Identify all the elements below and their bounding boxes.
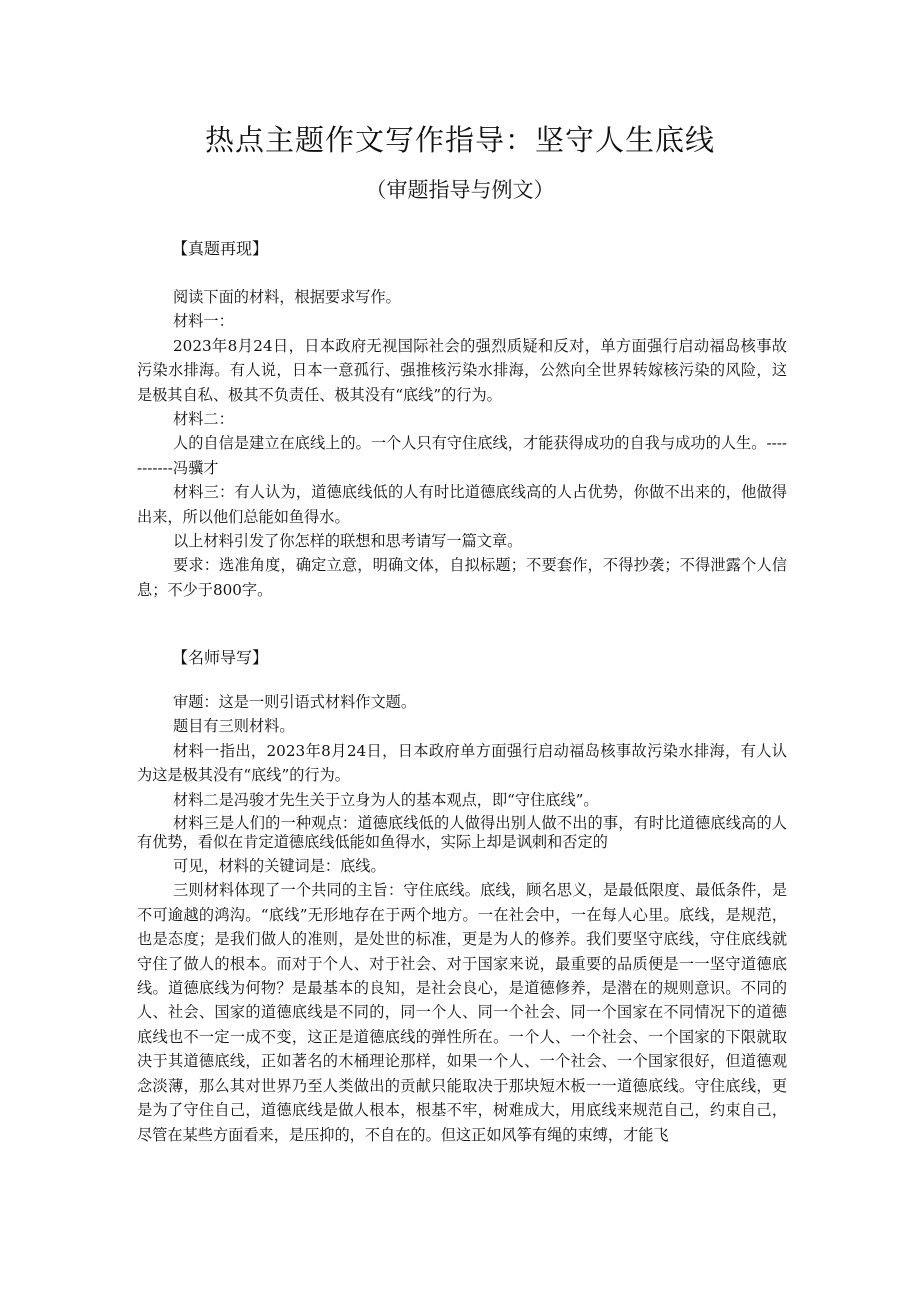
paragraph: 题目有三则材料。: [173, 717, 295, 736]
section-heading-teacher-guide: 【名师导写】: [172, 648, 269, 667]
paragraph: 阅读下面的材料，根据要求写作。: [173, 288, 401, 306]
paragraph: 材料二是冯骏才先生关于立身为人的基本观点，即“守住底线”。: [173, 790, 599, 809]
paragraph: 材料二：: [173, 410, 234, 429]
document-title: 热点主题作文写作指导：坚守人生底线: [204, 123, 715, 157]
section-body-real-question: [137, 285, 787, 602]
paragraph: 材料一指出，2023年8月24日，日本政府单方面强行启动福岛核事故污染水排海，有人认为这是极其没有“底线”的行为。: [137, 741, 787, 785]
paragraph: 审题：这是一则引语式材料作文题。: [173, 693, 416, 711]
section-body-teacher-guide: [137, 690, 787, 1147]
paragraph: 2023年8月24日，日本政府无视国际社会的强烈质疑和反对，单方面强行启动福岛核事故污染水排海。有人说，日本一意孤行、强推核污染水排海，公然向全世界转嫁核污染的风险，这是极其自私、极其不负责任、极其没有“底线”的行为。: [137, 336, 787, 404]
paragraph: 可见，材料的关键词是：底线。: [173, 857, 386, 876]
paragraph: 材料一：: [173, 312, 234, 331]
paragraph: 三则材料体现了一个共同的主旨：守住底线。底线，顾名思义，是最低限度、最低条件，是不可逾越的鸿沟。“底线”无形地存在于两个地方。一在社会中，一在每人心里。底线，是规范，也是态度；是我们做人的准则，是处世的标准，更是为人的修养。我们要坚守底线，守住底线就守住了做人的根本。而对于个人、对于社会、对于国家来说，最重要的品质便是一一坚守道德底线。道德底线为何物？是最基本的良知，是社会良心，是道德修养，是潜在的规则意识。不同的人、社会、国家的道德底线是不同的，同一个人、同一个社会、同一个国家在不同情况下的道德底线也不一定一成不变，这正是道德底线的弹性所在。一个人、一个社会、一个国家的下限就取决于其道德底线，正如著名的木桶理论那样，如果一个人、一个社会、一个国家很好，但道德观念淡薄，那么其对世界乃至人类做出的贡献只能取决于那块短木板一一道德底线。守住底线，更是为了守住自己，道德底线是做人根本，根基不牢，树难成大，用底线来规范自己，约束自己，尽管在某些方面看来，是压抑的，不自在的。但这正如风筝有绳的束缚，才能飞: [137, 881, 787, 1144]
paragraph: 材料三是人们的一种观点：道德底线低的人做得出别人做不出的事，有时比道德底线高的人有优势，看似在肯定道德底线低能如鱼得水，实际上却是讽刺和否定的: [137, 814, 787, 852]
paragraph: 材料三：有人认为，道德底线低的人有时比道德底线高的人占优势，你做不出来的，他做得出来，所以他们总能如鱼得水。: [137, 483, 787, 526]
paragraph: 要求：选准角度，确定立意，明确文体，自拟标题；不要套作，不得抄袭；不得泄露个人信息；不少于800字。: [137, 556, 787, 599]
document-subtitle: （审题指导与例文）: [365, 178, 555, 202]
section-heading-real-question: 【真题再现】: [172, 239, 269, 258]
paragraph: 人的自信是建立在底线上的。一个人只有守住底线，才能获得成功的自我与成功的人生。-----------冯骥才: [137, 434, 787, 477]
paragraph: 以上材料引发了你怎样的联想和思考请写一篇文章。: [173, 532, 523, 551]
